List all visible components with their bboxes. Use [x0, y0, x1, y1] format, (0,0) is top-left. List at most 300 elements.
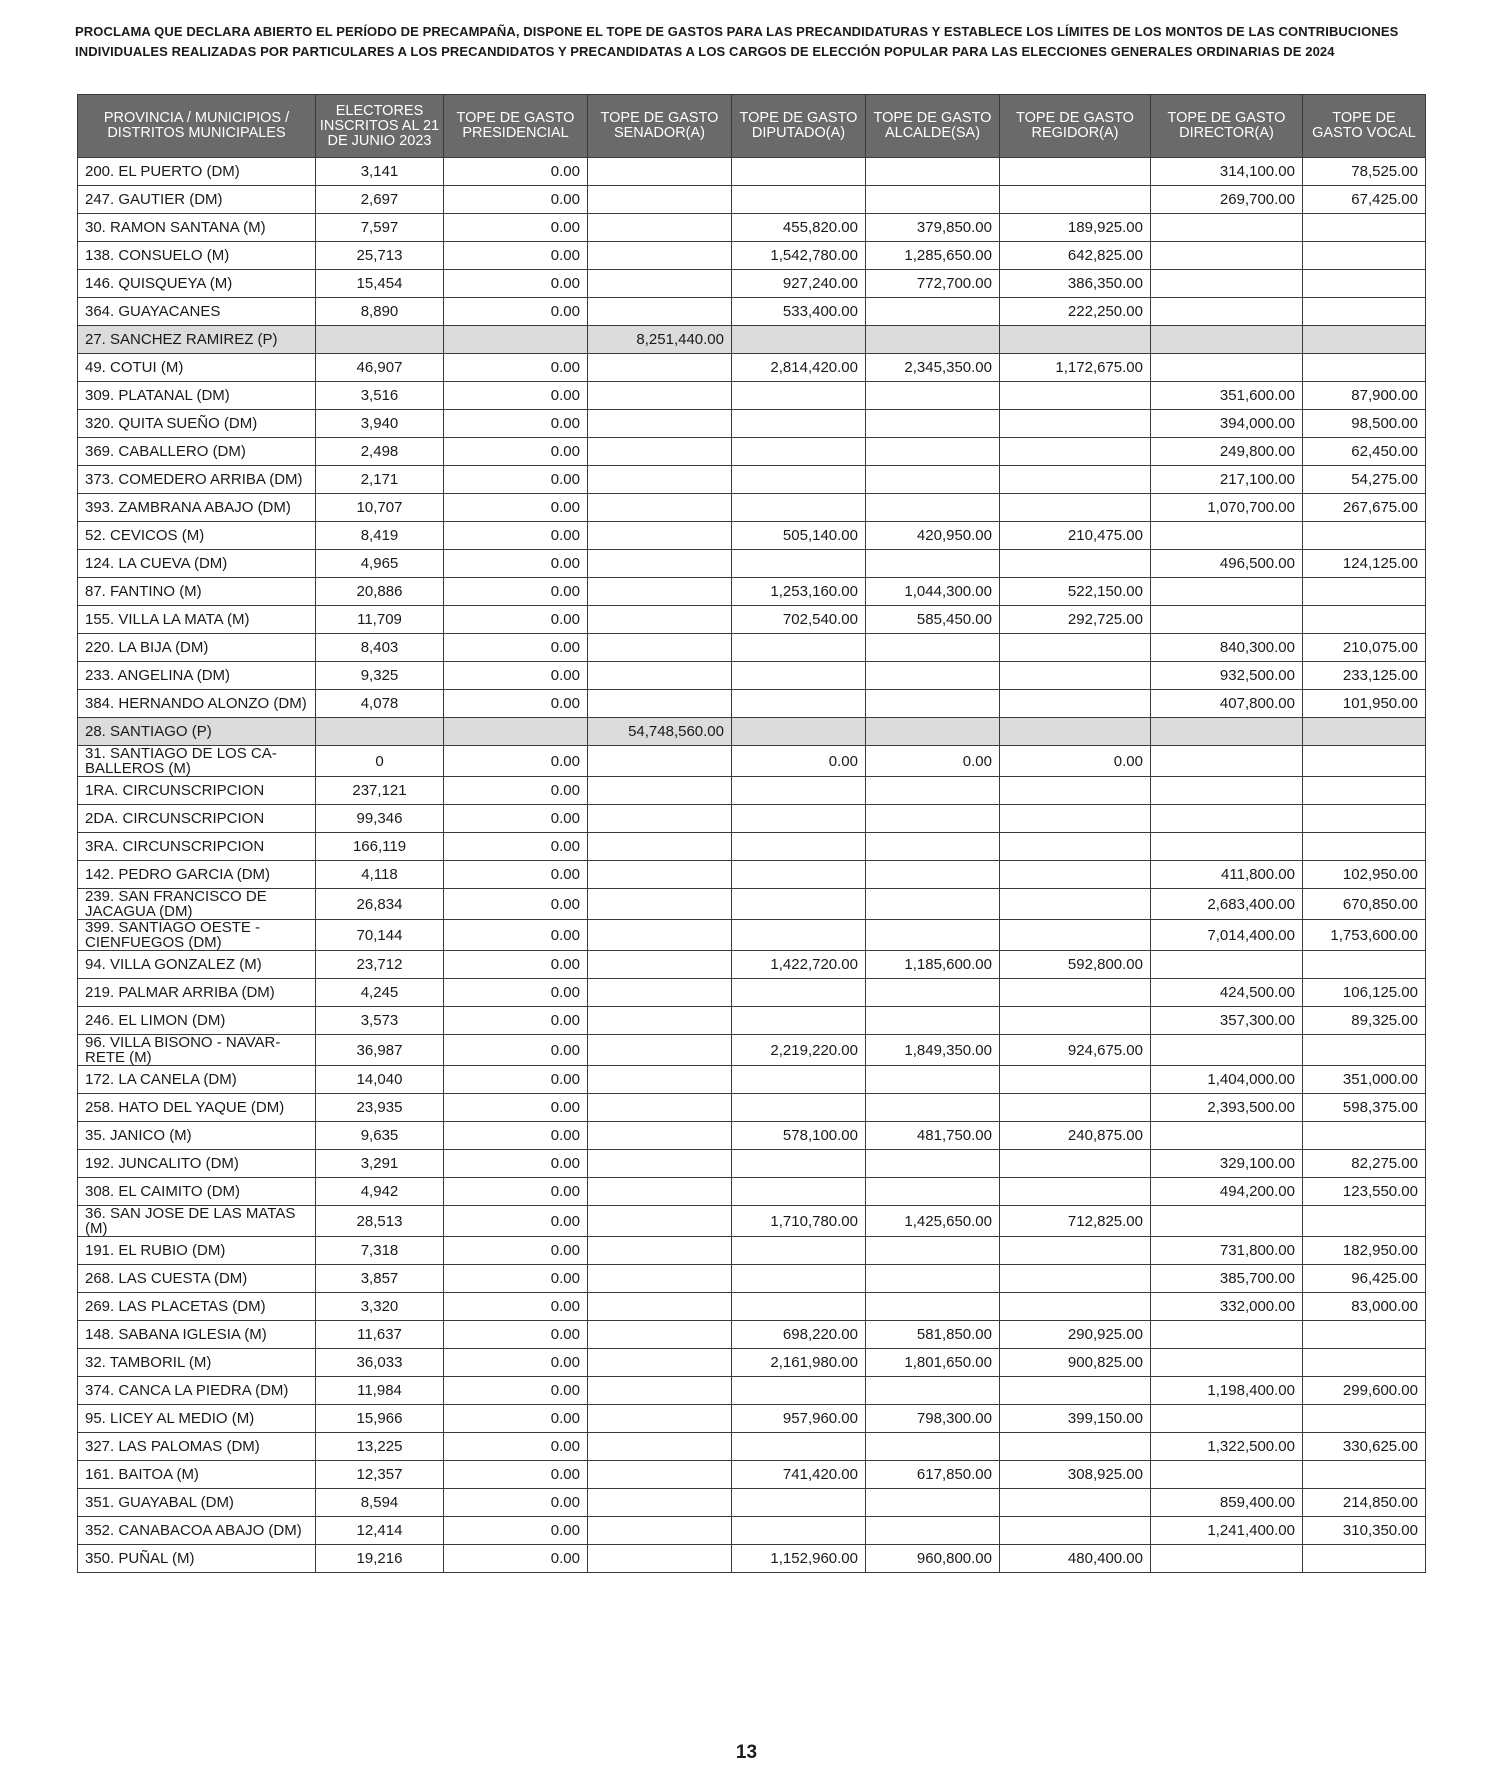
cell-director: 1,070,700.00 — [1151, 494, 1303, 522]
cell-name: 49. COTUI (M) — [78, 354, 316, 382]
cell-vocal: 598,375.00 — [1303, 1094, 1426, 1122]
cell-director — [1151, 951, 1303, 979]
cell-presidencial: 0.00 — [444, 1035, 588, 1066]
cell-regidor: 210,475.00 — [1000, 522, 1151, 550]
cell-presidencial: 0.00 — [444, 1545, 588, 1573]
cell-director: 2,683,400.00 — [1151, 889, 1303, 920]
cell-senador — [588, 951, 732, 979]
cell-diputado: 505,140.00 — [732, 522, 866, 550]
cell-vocal — [1303, 1349, 1426, 1377]
cell-vocal: 214,850.00 — [1303, 1489, 1426, 1517]
cell-electores: 4,245 — [316, 979, 444, 1007]
cell-director: 329,100.00 — [1151, 1150, 1303, 1178]
cell-director — [1151, 1035, 1303, 1066]
cell-director — [1151, 298, 1303, 326]
cell-presidencial: 0.00 — [444, 1489, 588, 1517]
cell-presidencial: 0.00 — [444, 746, 588, 777]
cell-name: 161. BAITOA (M) — [78, 1461, 316, 1489]
cell-name: 239. SAN FRANCISCO DE JACAGUA (DM) — [78, 889, 316, 920]
cell-presidencial: 0.00 — [444, 494, 588, 522]
cell-regidor — [1000, 662, 1151, 690]
cell-regidor — [1000, 690, 1151, 718]
cell-electores: 26,834 — [316, 889, 444, 920]
cell-alcalde — [866, 1433, 1000, 1461]
cell-presidencial: 0.00 — [444, 690, 588, 718]
cell-regidor — [1000, 158, 1151, 186]
table-row — [78, 861, 1426, 889]
table-row — [78, 1150, 1426, 1178]
cell-regidor: 1,172,675.00 — [1000, 354, 1151, 382]
cell-regidor — [1000, 861, 1151, 889]
cell-alcalde — [866, 494, 1000, 522]
cell-name: 30. RAMON SANTANA (M) — [78, 214, 316, 242]
cell-presidencial: 0.00 — [444, 1122, 588, 1150]
cell-name: 364. GUAYACANES — [78, 298, 316, 326]
cell-regidor — [1000, 718, 1151, 746]
cell-electores: 10,707 — [316, 494, 444, 522]
cell-senador — [588, 1035, 732, 1066]
cell-senador — [588, 522, 732, 550]
cell-senador — [588, 550, 732, 578]
cell-senador — [588, 494, 732, 522]
cell-senador — [588, 662, 732, 690]
cell-electores: 15,454 — [316, 270, 444, 298]
cell-regidor — [1000, 979, 1151, 1007]
cell-diputado: 2,814,420.00 — [732, 354, 866, 382]
cell-vocal: 62,450.00 — [1303, 438, 1426, 466]
cell-name: 350. PUÑAL (M) — [78, 1545, 316, 1573]
cell-diputado — [732, 1007, 866, 1035]
table-row — [78, 777, 1426, 805]
cell-director — [1151, 746, 1303, 777]
cell-electores: 23,935 — [316, 1094, 444, 1122]
cell-electores: 15,966 — [316, 1405, 444, 1433]
cell-diputado: 1,253,160.00 — [732, 578, 866, 606]
cell-senador — [588, 690, 732, 718]
cell-electores: 2,697 — [316, 186, 444, 214]
cell-vocal: 83,000.00 — [1303, 1293, 1426, 1321]
cell-vocal — [1303, 1461, 1426, 1489]
cell-name: 36. SAN JOSE DE LAS MATAS (M) — [78, 1206, 316, 1237]
cell-regidor: 900,825.00 — [1000, 1349, 1151, 1377]
table-row — [78, 186, 1426, 214]
cell-alcalde — [866, 979, 1000, 1007]
cell-name: 309. PLATANAL (DM) — [78, 382, 316, 410]
cell-regidor — [1000, 920, 1151, 951]
cell-name: 268. LAS CUESTA (DM) — [78, 1265, 316, 1293]
cell-regidor — [1000, 1094, 1151, 1122]
cell-presidencial: 0.00 — [444, 777, 588, 805]
table-row — [78, 158, 1426, 186]
cell-alcalde — [866, 1150, 1000, 1178]
cell-senador — [588, 186, 732, 214]
cell-presidencial: 0.00 — [444, 186, 588, 214]
cell-regidor — [1000, 1007, 1151, 1035]
cell-regidor: 399,150.00 — [1000, 1405, 1151, 1433]
cell-diputado — [732, 1150, 866, 1178]
cell-regidor — [1000, 466, 1151, 494]
table-row — [78, 1293, 1426, 1321]
cell-regidor: 924,675.00 — [1000, 1035, 1151, 1066]
province-row — [78, 326, 1426, 354]
cell-diputado: 1,710,780.00 — [732, 1206, 866, 1237]
cell-senador — [588, 979, 732, 1007]
cell-alcalde — [866, 861, 1000, 889]
header-regidor: TOPE DE GASTO REGIDOR(A) — [1000, 95, 1151, 158]
cell-presidencial: 0.00 — [444, 578, 588, 606]
cell-alcalde — [866, 1237, 1000, 1265]
table-row — [78, 1321, 1426, 1349]
cell-presidencial: 0.00 — [444, 1461, 588, 1489]
cell-presidencial: 0.00 — [444, 242, 588, 270]
cell-senador — [588, 1094, 732, 1122]
cell-director — [1151, 1206, 1303, 1237]
cell-presidencial: 0.00 — [444, 158, 588, 186]
cell-electores: 8,419 — [316, 522, 444, 550]
table-row — [78, 920, 1426, 951]
cell-name: 191. EL RUBIO (DM) — [78, 1237, 316, 1265]
cell-senador — [588, 1122, 732, 1150]
cell-name: 374. CANCA LA PIEDRA (DM) — [78, 1377, 316, 1405]
cell-electores: 7,597 — [316, 214, 444, 242]
cell-name: 373. COMEDERO ARRIBA (DM) — [78, 466, 316, 494]
cell-senador — [588, 920, 732, 951]
cell-electores: 4,118 — [316, 861, 444, 889]
cell-regidor: 222,250.00 — [1000, 298, 1151, 326]
cell-diputado — [732, 326, 866, 354]
cell-name: 327. LAS PALOMAS (DM) — [78, 1433, 316, 1461]
cell-diputado — [732, 1265, 866, 1293]
cell-regidor: 308,925.00 — [1000, 1461, 1151, 1489]
table-row — [78, 1349, 1426, 1377]
cell-name: 200. EL PUERTO (DM) — [78, 158, 316, 186]
cell-director: 7,014,400.00 — [1151, 920, 1303, 951]
cell-vocal — [1303, 1035, 1426, 1066]
cell-vocal — [1303, 522, 1426, 550]
cell-electores: 3,141 — [316, 158, 444, 186]
cell-presidencial: 0.00 — [444, 979, 588, 1007]
cell-name: 393. ZAMBRANA ABAJO (DM) — [78, 494, 316, 522]
table-row — [78, 1237, 1426, 1265]
cell-name: 124. LA CUEVA (DM) — [78, 550, 316, 578]
cell-diputado: 927,240.00 — [732, 270, 866, 298]
cell-electores: 11,984 — [316, 1377, 444, 1405]
table-row — [78, 298, 1426, 326]
cell-presidencial: 0.00 — [444, 1265, 588, 1293]
cell-presidencial: 0.00 — [444, 466, 588, 494]
cell-regidor: 642,825.00 — [1000, 242, 1151, 270]
cell-name: 369. CABALLERO (DM) — [78, 438, 316, 466]
cell-presidencial: 0.00 — [444, 1066, 588, 1094]
cell-director — [1151, 1122, 1303, 1150]
cell-electores: 3,857 — [316, 1265, 444, 1293]
cell-senador — [588, 354, 732, 382]
cell-director — [1151, 354, 1303, 382]
table-row — [78, 746, 1426, 777]
cell-name: 146. QUISQUEYA (M) — [78, 270, 316, 298]
cell-diputado — [732, 410, 866, 438]
cell-presidencial: 0.00 — [444, 214, 588, 242]
table-row — [78, 1035, 1426, 1066]
table-row — [78, 578, 1426, 606]
cell-electores: 3,291 — [316, 1150, 444, 1178]
cell-alcalde: 617,850.00 — [866, 1461, 1000, 1489]
cell-director: 394,000.00 — [1151, 410, 1303, 438]
cell-alcalde: 1,285,650.00 — [866, 242, 1000, 270]
cell-diputado: 2,219,220.00 — [732, 1035, 866, 1066]
cell-regidor — [1000, 326, 1151, 354]
header-diputado: TOPE DE GASTO DIPUTADO(A) — [732, 95, 866, 158]
cell-name: 247. GAUTIER (DM) — [78, 186, 316, 214]
cell-diputado — [732, 718, 866, 746]
cell-diputado — [732, 805, 866, 833]
table-row — [78, 1377, 1426, 1405]
cell-senador — [588, 606, 732, 634]
cell-vocal — [1303, 1122, 1426, 1150]
cell-regidor: 189,925.00 — [1000, 214, 1151, 242]
cell-presidencial: 0.00 — [444, 833, 588, 861]
cell-name: 138. CONSUELO (M) — [78, 242, 316, 270]
cell-presidencial: 0.00 — [444, 634, 588, 662]
cell-regidor: 712,825.00 — [1000, 1206, 1151, 1237]
cell-diputado — [732, 1517, 866, 1545]
cell-diputado — [732, 550, 866, 578]
cell-senador — [588, 1433, 732, 1461]
cell-diputado — [732, 662, 866, 690]
cell-senador — [588, 1293, 732, 1321]
cell-director: 217,100.00 — [1151, 466, 1303, 494]
cell-electores: 25,713 — [316, 242, 444, 270]
header-presidencial: TOPE DE GASTO PRESIDENCIAL — [444, 95, 588, 158]
cell-electores: 0 — [316, 746, 444, 777]
cell-vocal — [1303, 777, 1426, 805]
cell-regidor — [1000, 550, 1151, 578]
cell-diputado: 957,960.00 — [732, 1405, 866, 1433]
cell-director — [1151, 270, 1303, 298]
cell-senador — [588, 1237, 732, 1265]
cell-diputado: 0.00 — [732, 746, 866, 777]
cell-director — [1151, 1349, 1303, 1377]
header-alcalde: TOPE DE GASTO ALCALDE(SA) — [866, 95, 1000, 158]
cell-alcalde — [866, 158, 1000, 186]
cell-name: 148. SABANA IGLESIA (M) — [78, 1321, 316, 1349]
cell-electores: 70,144 — [316, 920, 444, 951]
cell-vocal: 106,125.00 — [1303, 979, 1426, 1007]
cell-vocal — [1303, 833, 1426, 861]
cell-senador — [588, 410, 732, 438]
cell-director: 351,600.00 — [1151, 382, 1303, 410]
cell-electores: 3,940 — [316, 410, 444, 438]
cell-electores — [316, 326, 444, 354]
province-row — [78, 718, 1426, 746]
cell-alcalde — [866, 1178, 1000, 1206]
cell-director: 385,700.00 — [1151, 1265, 1303, 1293]
cell-electores: 9,325 — [316, 662, 444, 690]
cell-alcalde — [866, 382, 1000, 410]
cell-electores: 4,965 — [316, 550, 444, 578]
cell-name: 95. LICEY AL MEDIO (M) — [78, 1405, 316, 1433]
cell-electores: 11,637 — [316, 1321, 444, 1349]
cell-regidor — [1000, 1066, 1151, 1094]
cell-diputado — [732, 1178, 866, 1206]
cell-alcalde — [866, 662, 1000, 690]
cell-regidor — [1000, 1178, 1151, 1206]
cell-name: 94. VILLA GONZALEZ (M) — [78, 951, 316, 979]
table-row — [78, 634, 1426, 662]
cell-electores: 28,513 — [316, 1206, 444, 1237]
cell-director: 494,200.00 — [1151, 1178, 1303, 1206]
cell-presidencial: 0.00 — [444, 951, 588, 979]
cell-vocal — [1303, 805, 1426, 833]
cell-regidor — [1000, 1150, 1151, 1178]
table-row — [78, 1066, 1426, 1094]
cell-vocal — [1303, 1545, 1426, 1573]
cell-director — [1151, 1461, 1303, 1489]
cell-alcalde: 481,750.00 — [866, 1122, 1000, 1150]
cell-electores: 8,890 — [316, 298, 444, 326]
cell-name: 1RA. CIRCUNSCRIPCION — [78, 777, 316, 805]
cell-alcalde — [866, 1007, 1000, 1035]
table-row — [78, 1206, 1426, 1237]
cell-diputado — [732, 1489, 866, 1517]
table-row — [78, 1007, 1426, 1035]
cell-presidencial — [444, 718, 588, 746]
cell-diputado — [732, 690, 866, 718]
cell-name: 258. HATO DEL YAQUE (DM) — [78, 1094, 316, 1122]
cell-name: 172. LA CANELA (DM) — [78, 1066, 316, 1094]
cell-electores: 166,119 — [316, 833, 444, 861]
cell-electores: 20,886 — [316, 578, 444, 606]
cell-regidor — [1000, 1489, 1151, 1517]
cell-electores: 7,318 — [316, 1237, 444, 1265]
cell-alcalde: 1,849,350.00 — [866, 1035, 1000, 1066]
cell-senador: 54,748,560.00 — [588, 718, 732, 746]
cell-diputado: 2,161,980.00 — [732, 1349, 866, 1377]
cell-name: 192. JUNCALITO (DM) — [78, 1150, 316, 1178]
cell-diputado — [732, 1377, 866, 1405]
cell-name: 233. ANGELINA (DM) — [78, 662, 316, 690]
cell-alcalde — [866, 186, 1000, 214]
cell-diputado — [732, 1094, 866, 1122]
cell-alcalde — [866, 1293, 1000, 1321]
cell-regidor — [1000, 1377, 1151, 1405]
table-row — [78, 354, 1426, 382]
cell-senador — [588, 1349, 732, 1377]
cell-name: 219. PALMAR ARRIBA (DM) — [78, 979, 316, 1007]
cell-name: 52. CEVICOS (M) — [78, 522, 316, 550]
cell-senador — [588, 466, 732, 494]
cell-electores: 2,498 — [316, 438, 444, 466]
table-row — [78, 214, 1426, 242]
cell-alcalde — [866, 634, 1000, 662]
page-number: 13 — [735, 1742, 758, 1763]
cell-name: 35. JANICO (M) — [78, 1122, 316, 1150]
cell-diputado — [732, 466, 866, 494]
table-body — [78, 158, 1426, 1573]
cell-presidencial: 0.00 — [444, 805, 588, 833]
cell-diputado — [732, 186, 866, 214]
cell-regidor — [1000, 1265, 1151, 1293]
cell-presidencial: 0.00 — [444, 606, 588, 634]
cell-vocal — [1303, 1405, 1426, 1433]
cell-alcalde — [866, 1066, 1000, 1094]
cell-alcalde — [866, 298, 1000, 326]
cell-senador — [588, 214, 732, 242]
cell-director — [1151, 1545, 1303, 1573]
cell-name: 28. SANTIAGO (P) — [78, 718, 316, 746]
cell-alcalde: 772,700.00 — [866, 270, 1000, 298]
cell-vocal: 123,550.00 — [1303, 1178, 1426, 1206]
cell-diputado — [732, 438, 866, 466]
table-row — [78, 270, 1426, 298]
cell-electores: 2,171 — [316, 466, 444, 494]
cell-name: 384. HERNANDO ALONZO (DM) — [78, 690, 316, 718]
cell-regidor — [1000, 438, 1151, 466]
cell-vocal: 67,425.00 — [1303, 186, 1426, 214]
cell-presidencial: 0.00 — [444, 1178, 588, 1206]
cell-senador — [588, 1377, 732, 1405]
cell-director: 731,800.00 — [1151, 1237, 1303, 1265]
cell-presidencial: 0.00 — [444, 1321, 588, 1349]
cell-senador: 8,251,440.00 — [588, 326, 732, 354]
cell-name: 87. FANTINO (M) — [78, 578, 316, 606]
cell-name: 308. EL CAIMITO (DM) — [78, 1178, 316, 1206]
table-row — [78, 522, 1426, 550]
cell-director: 1,241,400.00 — [1151, 1517, 1303, 1545]
cell-alcalde: 581,850.00 — [866, 1321, 1000, 1349]
cell-diputado: 1,542,780.00 — [732, 242, 866, 270]
cell-alcalde — [866, 438, 1000, 466]
cell-diputado — [732, 833, 866, 861]
cell-senador — [588, 1178, 732, 1206]
cell-vocal — [1303, 718, 1426, 746]
table-row — [78, 242, 1426, 270]
cell-diputado — [732, 920, 866, 951]
cell-presidencial: 0.00 — [444, 889, 588, 920]
cell-regidor — [1000, 1237, 1151, 1265]
cell-director — [1151, 578, 1303, 606]
cell-electores: 8,403 — [316, 634, 444, 662]
cell-name: 269. LAS PLACETAS (DM) — [78, 1293, 316, 1321]
cell-senador — [588, 746, 732, 777]
cell-presidencial: 0.00 — [444, 438, 588, 466]
cell-alcalde: 1,801,650.00 — [866, 1349, 1000, 1377]
cell-alcalde — [866, 466, 1000, 494]
cell-electores: 3,573 — [316, 1007, 444, 1035]
cell-director: 932,500.00 — [1151, 662, 1303, 690]
cell-alcalde — [866, 777, 1000, 805]
cell-presidencial: 0.00 — [444, 410, 588, 438]
cell-senador — [588, 382, 732, 410]
cell-electores: 4,078 — [316, 690, 444, 718]
cell-name: 27. SANCHEZ RAMIREZ (P) — [78, 326, 316, 354]
cell-senador — [588, 438, 732, 466]
cell-senador — [588, 634, 732, 662]
cell-diputado — [732, 861, 866, 889]
cell-vocal — [1303, 606, 1426, 634]
cell-diputado: 698,220.00 — [732, 1321, 866, 1349]
cell-vocal — [1303, 270, 1426, 298]
cell-vocal — [1303, 951, 1426, 979]
cell-director — [1151, 777, 1303, 805]
header-provincia: PROVINCIA / MUNICIPIOS / DISTRITOS MUNICIPALES — [78, 95, 316, 158]
table-row — [78, 1094, 1426, 1122]
cell-presidencial: 0.00 — [444, 920, 588, 951]
cell-senador — [588, 1321, 732, 1349]
cell-director: 840,300.00 — [1151, 634, 1303, 662]
table-row — [78, 466, 1426, 494]
cell-regidor — [1000, 634, 1151, 662]
